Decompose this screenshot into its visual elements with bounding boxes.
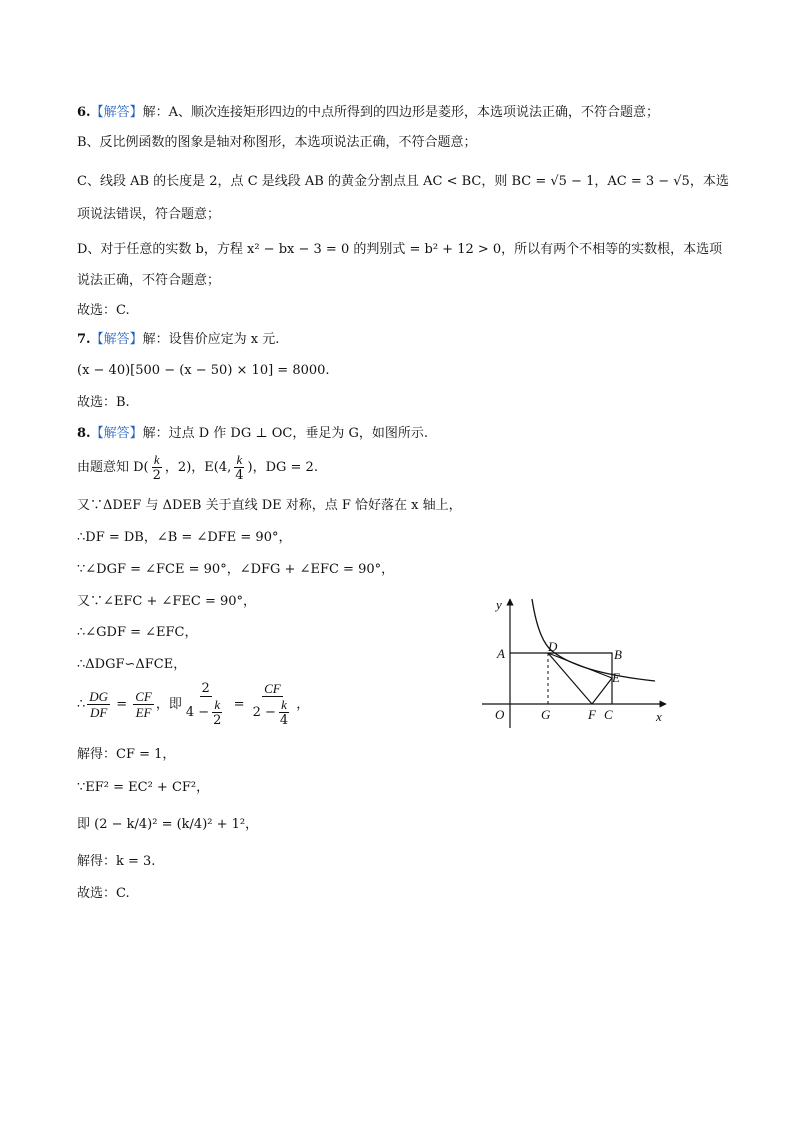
- q8-line-3: 又∵ΔDEF 与 ΔDEB 关于直线 DE 对称，点 F 恰好落在 x 轴上，: [77, 498, 462, 513]
- q8-line-5: ∵∠DGF = ∠FCE = 90°，∠DFG + ∠EFC = 90°，: [77, 562, 395, 577]
- q8-text-2c: )，DG = 2.: [247, 460, 318, 475]
- q8-line-11: ∵EF² = EC² + CF²，: [77, 780, 210, 795]
- q8-line-1: [77, 424, 428, 444]
- label-x: x: [656, 709, 662, 724]
- q7-text-1: 解：设售价应定为 x 元.: [142, 332, 280, 347]
- q6-line-5: D、对于任意的实数 b，方程 x² − bx − 3 = 0 的判别式 = b² + 12 > 0，所以有两个不相等的实数根，本选项: [77, 242, 723, 257]
- fraction-k-over-4: [233, 452, 245, 483]
- fraction-denominator: 2: [213, 713, 222, 728]
- q8-line-4: ∴DF = DB，∠B = ∠DFE = 90°，: [77, 530, 292, 545]
- q8-line-2: [77, 452, 318, 483]
- label-o: O: [495, 707, 505, 722]
- fraction-k-over-4: [278, 697, 290, 728]
- fraction-dg-over-df: [87, 689, 110, 720]
- label-e: E: [612, 670, 620, 685]
- fraction-denominator: DF: [90, 705, 108, 720]
- q6-line-7: 故选：C.: [77, 303, 130, 318]
- q7-answer-tag: 【解答】: [90, 332, 143, 347]
- q6-line-3: C、线段 AB 的长度是 2，点 C 是线段 AB 的黄金分割点且 AC < BC，则 BC = √5 − 1，AC = 3 − √5，本选: [77, 174, 729, 189]
- q7-line-3: 故选：B.: [77, 395, 130, 410]
- q8-line-7: ∴∠GDF = ∠EFC，: [77, 625, 198, 640]
- label-d: D: [548, 639, 558, 654]
- q8-text-1: 解：过点 D 作 DG ⊥ OC，垂足为 G，如图所示.: [142, 426, 428, 441]
- q8-number: 8.: [77, 426, 91, 441]
- q8-line-6: 又∵∠EFC + ∠FEC = 90°，: [77, 594, 257, 609]
- expr-text: 4 −: [185, 705, 210, 720]
- q6-line-4: 项说法错误，符合题意；: [77, 207, 221, 222]
- q8-line-12: 即 (2 − k/4)² = (k/4)² + 1²，: [77, 817, 259, 832]
- fraction-denominator: 4: [279, 713, 289, 728]
- fraction-k-over-2: [151, 452, 163, 483]
- fraction-numerator: k: [153, 452, 160, 467]
- q8-answer-tag: 【解答】: [90, 426, 143, 441]
- q6-text-1: 解：A、顺次连接矩形四边的中点所得到的四边形是菱形，本选项说法正确，不符合题意；: [142, 105, 659, 120]
- q8-text-9a: ∴: [77, 697, 86, 712]
- q8-text-2b: ，2)，E(4,: [164, 460, 232, 475]
- q8-text-2a: 由题意知 D(: [77, 460, 149, 475]
- fraction-numerator: CF: [135, 689, 152, 704]
- q7-number: 7.: [77, 332, 91, 347]
- rectangle-oabc: [510, 653, 612, 704]
- fraction-cf-over-ef: [133, 689, 154, 720]
- q8-line-10: 解得：CF = 1，: [77, 747, 176, 762]
- fraction-numerator: CF: [264, 681, 281, 696]
- q8-line-14: 故选：C.: [77, 886, 130, 901]
- segment-fe: [592, 678, 612, 704]
- fraction-denominator: 4: [235, 468, 244, 483]
- label-a: A: [497, 646, 505, 661]
- label-f: F: [588, 707, 596, 722]
- q6-line-2: B、反比例函数的图象是轴对称图形，本选项说法正确，不符合题意；: [77, 135, 477, 150]
- expr-text: 2 −: [252, 705, 276, 720]
- q6-line-6: 说法正确，不符合题意；: [77, 273, 221, 288]
- fraction-denominator: [251, 697, 295, 728]
- fraction-numerator: k: [214, 697, 221, 712]
- fraction-denominator: EF: [135, 705, 152, 720]
- fraction-denominator: 2: [152, 468, 161, 483]
- q8-text-9c: ，: [296, 697, 310, 712]
- q8-line-13: 解得：k = 3.: [77, 854, 156, 869]
- q6-answer-tag: 【解答】: [90, 105, 143, 120]
- fraction-cf-over-expr: [251, 681, 295, 728]
- label-b: B: [614, 647, 622, 662]
- q7-line-2: (x − 40)[500 − (x − 50) × 10] = 8000.: [77, 363, 330, 378]
- label-c: C: [604, 707, 613, 722]
- q6-number: 6.: [77, 105, 91, 120]
- fraction-numerator: DG: [89, 689, 109, 704]
- label-g: G: [541, 707, 551, 722]
- fraction-numerator: 2: [201, 681, 210, 696]
- fraction-k-over-2: [211, 697, 223, 728]
- fraction-2-over-expr: [184, 681, 228, 728]
- fraction-numerator: k: [281, 697, 287, 712]
- q6-line-1: [77, 103, 659, 123]
- segment-de: [548, 653, 612, 678]
- q8-text-9b: ，即: [155, 697, 182, 712]
- q7-line-1: [77, 330, 279, 350]
- fraction-numerator: k: [236, 452, 243, 467]
- q8-line-8: ∴ΔDGF∽ΔFCE，: [77, 657, 187, 672]
- geometry-figure: [480, 595, 680, 735]
- label-y: y: [496, 597, 502, 612]
- fraction-denominator: [184, 697, 228, 728]
- q8-line-9: ∴ $\frac{DG}{DF}$ = $\frac{CF}{EF}$ ，即 2 4 − $\frac{k}{2}$ = CF 2 − $\frac{k}{4}$ ，: [77, 681, 310, 728]
- segment-df: [548, 653, 592, 704]
